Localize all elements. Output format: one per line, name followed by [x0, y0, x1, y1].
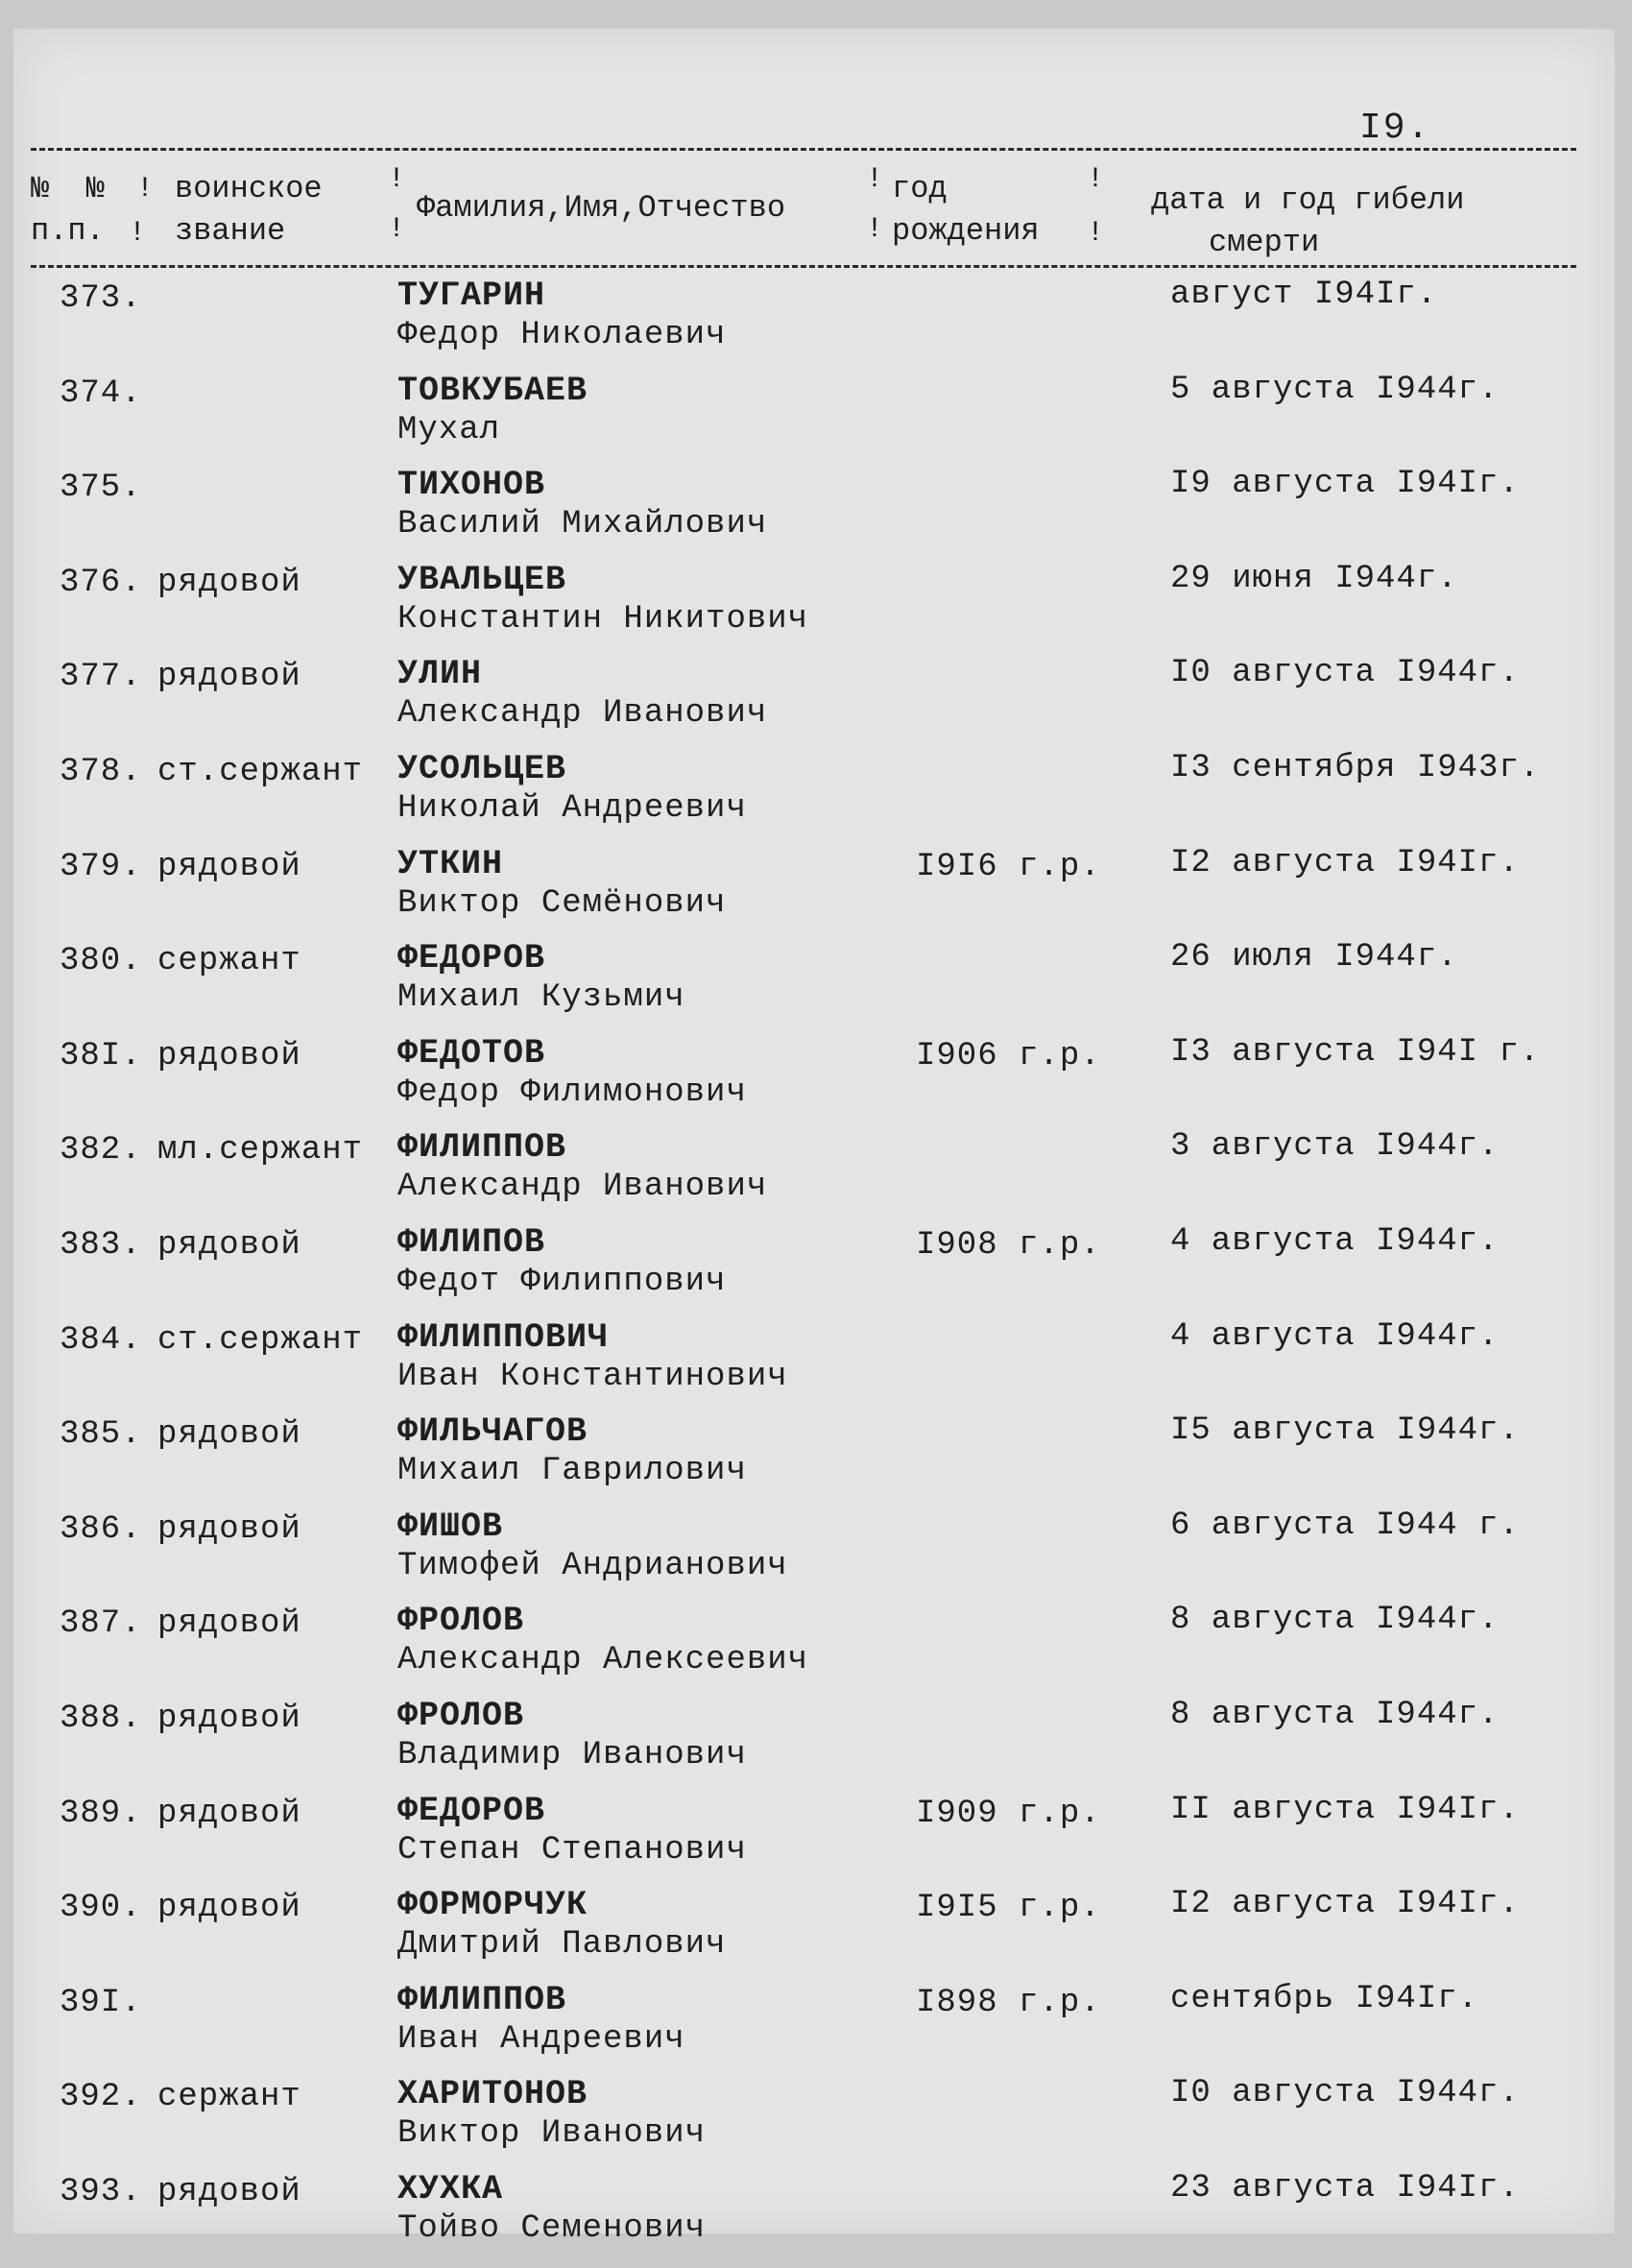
- record-surname: ТУГАРИН: [397, 277, 546, 315]
- record-death-date: 8 августа I944г.: [1170, 1697, 1500, 1733]
- record-row: [13, 939, 1615, 1037]
- record-surname: ФРОЛОВ: [397, 1602, 525, 1641]
- record-surname: ФРОЛОВ: [397, 1697, 525, 1735]
- column-separator: !: [1087, 163, 1105, 196]
- record-row: [13, 1412, 1615, 1510]
- record-rank: рядовой: [157, 1227, 301, 1264]
- record-row: [13, 1223, 1615, 1321]
- record-death-date: 4 августа I944г.: [1170, 1317, 1500, 1355]
- record-death-date: I9 августа I94Iг.: [1170, 466, 1520, 503]
- record-surname: УСОЛЬЦЕВ: [397, 750, 567, 788]
- record-surname: ХАРИТОНОВ: [397, 2075, 588, 2114]
- record-number: 378.: [60, 754, 142, 790]
- record-death-date: I0 августа I944г.: [1170, 2075, 1520, 2112]
- record-death-date: 26 июля I944г.: [1170, 939, 1458, 977]
- record-row: [13, 1317, 1615, 1416]
- record-death-date: II августа I94Iг.: [1170, 1791, 1520, 1828]
- record-rank: рядовой: [157, 1890, 301, 1927]
- header-death-line2: смерти: [1209, 225, 1320, 260]
- record-given-names: Дмитрий Павлович: [397, 1926, 727, 1964]
- record-number: 39I.: [60, 1984, 142, 2021]
- record-given-names: Александр Иванович: [397, 695, 768, 733]
- record-rank: мл.сержант: [157, 1132, 364, 1170]
- record-rank: рядовой: [157, 1605, 301, 1643]
- record-rank: рядовой: [157, 2174, 301, 2210]
- header-year-line2: рождения: [892, 213, 1040, 249]
- record-surname: ТИХОНОВ: [397, 466, 546, 505]
- record-given-names: Федор Филимонович: [397, 1074, 747, 1111]
- record-number: 384.: [60, 1321, 142, 1359]
- record-surname: ХУХКА: [397, 2170, 504, 2208]
- record-birth-year: I9I6 г.р.: [916, 848, 1101, 885]
- record-given-names: Степан Степанович: [397, 1831, 747, 1869]
- record-death-date: сентябрь I94Iг.: [1170, 1980, 1479, 2017]
- column-separator: !: [136, 173, 155, 205]
- header-num-line2: п.п.: [31, 213, 105, 249]
- record-given-names: Михаил Гаврилович: [397, 1453, 747, 1490]
- record-rank: рядовой: [157, 1510, 301, 1548]
- record-death-date: I2 августа I94Iг.: [1170, 1886, 1520, 1923]
- record-row: [13, 1791, 1615, 1890]
- record-surname: ФИШОВ: [397, 1507, 504, 1546]
- record-number: 386.: [60, 1510, 142, 1548]
- record-birth-year: I898 г.р.: [916, 1984, 1101, 2021]
- record-row: [13, 655, 1615, 753]
- record-number: 393.: [60, 2174, 142, 2210]
- record-surname: ФЕДОРОВ: [397, 939, 546, 978]
- record-surname: ФИЛИППОВ: [397, 1128, 567, 1168]
- record-row: [13, 750, 1615, 848]
- record-row: [13, 1602, 1615, 1700]
- record-number: 383.: [60, 1227, 142, 1264]
- record-surname: ФЕДОТОВ: [397, 1033, 546, 1073]
- record-rank: рядовой: [157, 1037, 301, 1074]
- column-separator: !: [866, 163, 884, 196]
- record-death-date: I5 августа I944г.: [1170, 1412, 1520, 1450]
- record-given-names: Иван Константинович: [397, 1358, 788, 1395]
- record-surname: ФИЛИПОВ: [397, 1223, 546, 1262]
- record-row: [13, 277, 1615, 374]
- header-year-line1: год: [892, 171, 948, 206]
- record-row: [13, 560, 1615, 659]
- record-given-names: Виктор Семёнович: [397, 884, 727, 922]
- record-given-names: Михаил Кузьмич: [397, 979, 685, 1017]
- record-given-names: Тойво Семенович: [397, 2210, 707, 2247]
- record-given-names: Василий Михайлович: [397, 506, 768, 543]
- record-given-names: Федот Филиппович: [397, 1264, 727, 1300]
- header-num-line1: № №: [31, 171, 105, 206]
- column-separator: !: [388, 213, 406, 246]
- record-death-date: 5 августа I944г.: [1170, 371, 1500, 408]
- record-death-date: 23 августа I94Iг.: [1170, 2170, 1520, 2207]
- record-given-names: Владимир Иванович: [397, 1737, 747, 1773]
- record-birth-year: I909 г.р.: [916, 1795, 1101, 1832]
- record-birth-year: I908 г.р.: [916, 1227, 1101, 1264]
- record-birth-year: I9I5 г.р.: [916, 1890, 1101, 1927]
- page-number: I9.: [1359, 108, 1431, 149]
- record-death-date: 29 июня I944г.: [1170, 560, 1458, 597]
- header-rank-line2: звание: [175, 213, 286, 249]
- record-number: 38I.: [60, 1037, 142, 1074]
- record-number: 379.: [60, 848, 142, 885]
- record-given-names: Федор Николаевич: [397, 317, 727, 353]
- document-page: [13, 29, 1615, 2247]
- record-number: 390.: [60, 1890, 142, 1927]
- record-rank: рядовой: [157, 1701, 301, 1737]
- record-rank: рядовой: [157, 564, 301, 601]
- record-rank: сержант: [157, 2079, 301, 2116]
- record-given-names: Александр Алексеевич: [397, 1642, 809, 1679]
- record-given-names: Мухал: [397, 411, 501, 448]
- record-surname: ФЕДОРОВ: [397, 1791, 546, 1830]
- record-death-date: 8 августа I944г.: [1170, 1602, 1500, 1639]
- record-row: [13, 466, 1615, 564]
- record-surname: УТКИН: [397, 844, 504, 883]
- column-separator: !: [388, 163, 406, 196]
- record-rank: рядовой: [157, 659, 301, 696]
- record-row: [13, 2075, 1615, 2173]
- record-death-date: I2 августа I94Iг.: [1170, 844, 1520, 881]
- record-rank: ст.сержант: [157, 754, 364, 790]
- record-surname: УЛИН: [397, 655, 483, 694]
- record-number: 392.: [60, 2079, 142, 2116]
- column-separator: !: [1087, 217, 1105, 250]
- record-row: [13, 1886, 1615, 1984]
- record-given-names: Виктор Иванович: [397, 2115, 707, 2153]
- record-number: 380.: [60, 943, 142, 980]
- record-row: [13, 371, 1615, 470]
- record-rank: рядовой: [157, 1795, 301, 1832]
- record-surname: ФОРМОРЧУК: [397, 1886, 588, 1925]
- record-number: 377.: [60, 659, 142, 696]
- record-row: [13, 1980, 1615, 2079]
- record-death-date: I3 августа I94I г.: [1170, 1033, 1541, 1071]
- record-number: 385.: [60, 1416, 142, 1454]
- record-number: 374.: [60, 374, 142, 412]
- record-rank: рядовой: [157, 848, 301, 885]
- record-death-date: 6 августа I944 г.: [1170, 1507, 1520, 1544]
- record-given-names: Иван Андреевич: [397, 2020, 685, 2058]
- record-row: [13, 1128, 1615, 1226]
- record-death-date: I0 августа I944г.: [1170, 655, 1520, 692]
- record-rank: ст.сержант: [157, 1321, 364, 1359]
- record-rank: рядовой: [157, 1416, 301, 1454]
- record-number: 375.: [60, 470, 142, 507]
- record-row: [13, 1033, 1615, 1132]
- record-number: 389.: [60, 1795, 142, 1832]
- column-separator: !: [129, 217, 147, 250]
- record-surname: ФИЛИППОВИЧ: [397, 1317, 610, 1357]
- record-number: 373.: [60, 280, 142, 317]
- header-death-line1: дата и год гибели: [1151, 182, 1465, 218]
- record-row: [13, 1507, 1615, 1605]
- header-bottom-rule: [31, 265, 1576, 268]
- header-rank-line1: воинское: [175, 171, 323, 206]
- record-surname: ФИЛИППОВ: [397, 1980, 567, 2019]
- record-number: 388.: [60, 1701, 142, 1737]
- record-given-names: Тимофей Андрианович: [397, 1547, 788, 1584]
- header-top-rule: [31, 148, 1576, 151]
- record-row: [13, 1697, 1615, 1795]
- record-death-date: 4 августа I944г.: [1170, 1223, 1500, 1260]
- record-surname: УВАЛЬЦЕВ: [397, 560, 567, 599]
- record-number: 387.: [60, 1605, 142, 1643]
- record-surname: ФИЛЬЧАГОВ: [397, 1412, 588, 1452]
- record-death-date: 3 августа I944г.: [1170, 1128, 1500, 1166]
- record-death-date: август I94Iг.: [1170, 277, 1438, 313]
- record-row: [13, 2170, 1615, 2268]
- record-surname: ТОВКУБАЕВ: [397, 371, 588, 410]
- record-number: 376.: [60, 564, 142, 601]
- header-name: Фамилия,Имя,Отчество: [417, 190, 786, 226]
- record-given-names: Николай Андреевич: [397, 790, 747, 827]
- record-given-names: Александр Иванович: [397, 1169, 768, 1206]
- record-number: 382.: [60, 1132, 142, 1170]
- record-rank: сержант: [157, 943, 301, 980]
- record-birth-year: I906 г.р.: [916, 1037, 1101, 1074]
- record-given-names: Константин Никитович: [397, 600, 809, 638]
- column-separator: !: [866, 213, 884, 246]
- record-row: [13, 844, 1615, 943]
- record-death-date: I3 сентября I943г.: [1170, 750, 1541, 786]
